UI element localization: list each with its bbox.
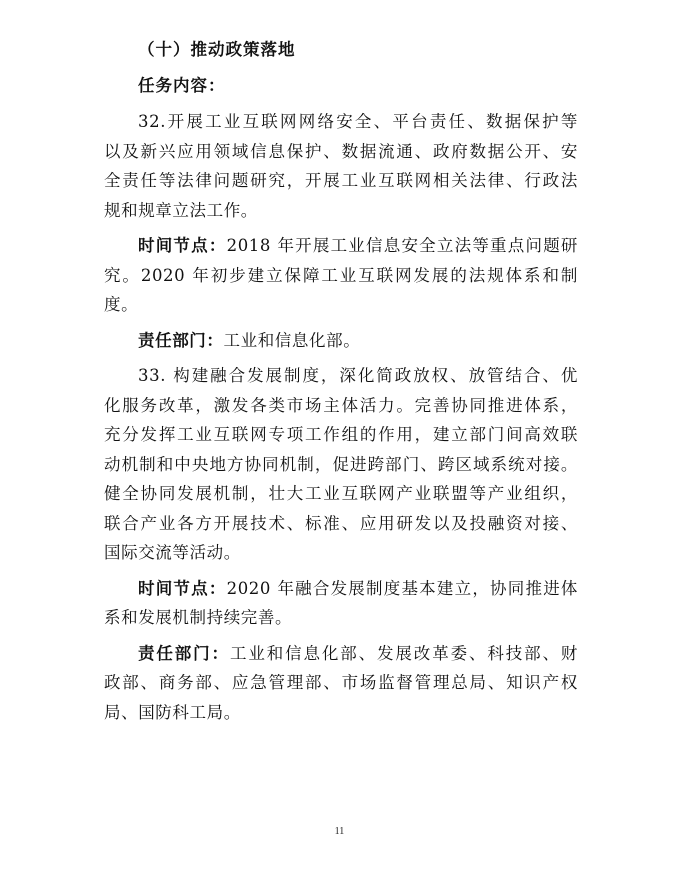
paragraph-line: 动机制和中央地方协同机制，促进跨部门、跨区域系统对接。 [104,454,578,474]
task-content-label: 任务内容： [138,76,226,95]
item-33-responsible-dept [104,639,578,728]
paragraph-line: 化服务改革，激发各类市场主体活力。完善协同推进体系， [104,395,578,415]
paragraph-line: 系和发展机制持续完善。 [104,608,293,627]
responsible-dept-label: 责任部门： [138,643,230,663]
paragraph-line: 健全协同发展机制，壮大工业互联网产业联盟等产业组织， [104,484,578,503]
paragraph-line: 32.开展工业互联网网络安全、平台责任、数据保护等 [138,112,578,131]
page-number: 11 [334,826,345,837]
time-node-label: 时间节点： [138,578,227,598]
paragraph-line: 政部、商务部、应急管理部、市场监督管理总局、知识产权 [104,673,578,692]
paragraph-line: 33. 构建融合发展制度，深化简政放权、放管结合、优 [138,366,578,385]
paragraph-line: 国际交流等活动。 [104,543,241,562]
responsible-dept-label: 责任部门： [138,330,224,350]
paragraph-line: 全责任等法律问题研究，开展工业互联网相关法律、行政法 [104,171,578,190]
paragraph-line: 以及新兴应用领域信息保护、数据流通、政府数据公开、安 [104,141,578,161]
paragraph-line [104,231,578,261]
paragraph-line [104,639,578,669]
responsible-dept-text: 工业和信息化部。 [223,330,361,350]
paragraph-line: 充分发挥工业互联网专项工作组的作用，建立部门间高效联 [104,425,578,444]
paragraph-line: 度。 [104,295,139,314]
time-node-label: 时间节点： [138,236,227,255]
paragraph-line: 局、国防科工局。 [104,702,241,722]
responsible-dept-text: 工业和信息化部、发展改革委、科技部、财 [229,643,578,663]
section-title: （十）推动政策落地 [138,40,296,59]
paragraph-line: 究。2020 年初步建立保障工业互联网发展的法规体系和制 [104,265,578,285]
item-33-time-node [104,574,578,633]
paragraph-line [104,574,578,604]
document-page [104,35,578,733]
paragraph-line: 联合产业各方开展技术、标准、应用研发以及投融资对接、 [104,513,578,533]
paragraph-line: 规和规章立法工作。 [104,200,258,220]
time-node-text: 2020 年融合发展制度基本建立，协同推进体 [226,578,579,598]
item-32-paragraph [104,107,578,225]
item-33-paragraph [104,361,578,568]
time-node-text: 2018 年开展工业信息安全立法等重点问题研 [226,236,579,255]
item-32-time-node [104,231,578,320]
item-32-responsible-dept [104,326,578,356]
paragraph-line [104,326,578,356]
